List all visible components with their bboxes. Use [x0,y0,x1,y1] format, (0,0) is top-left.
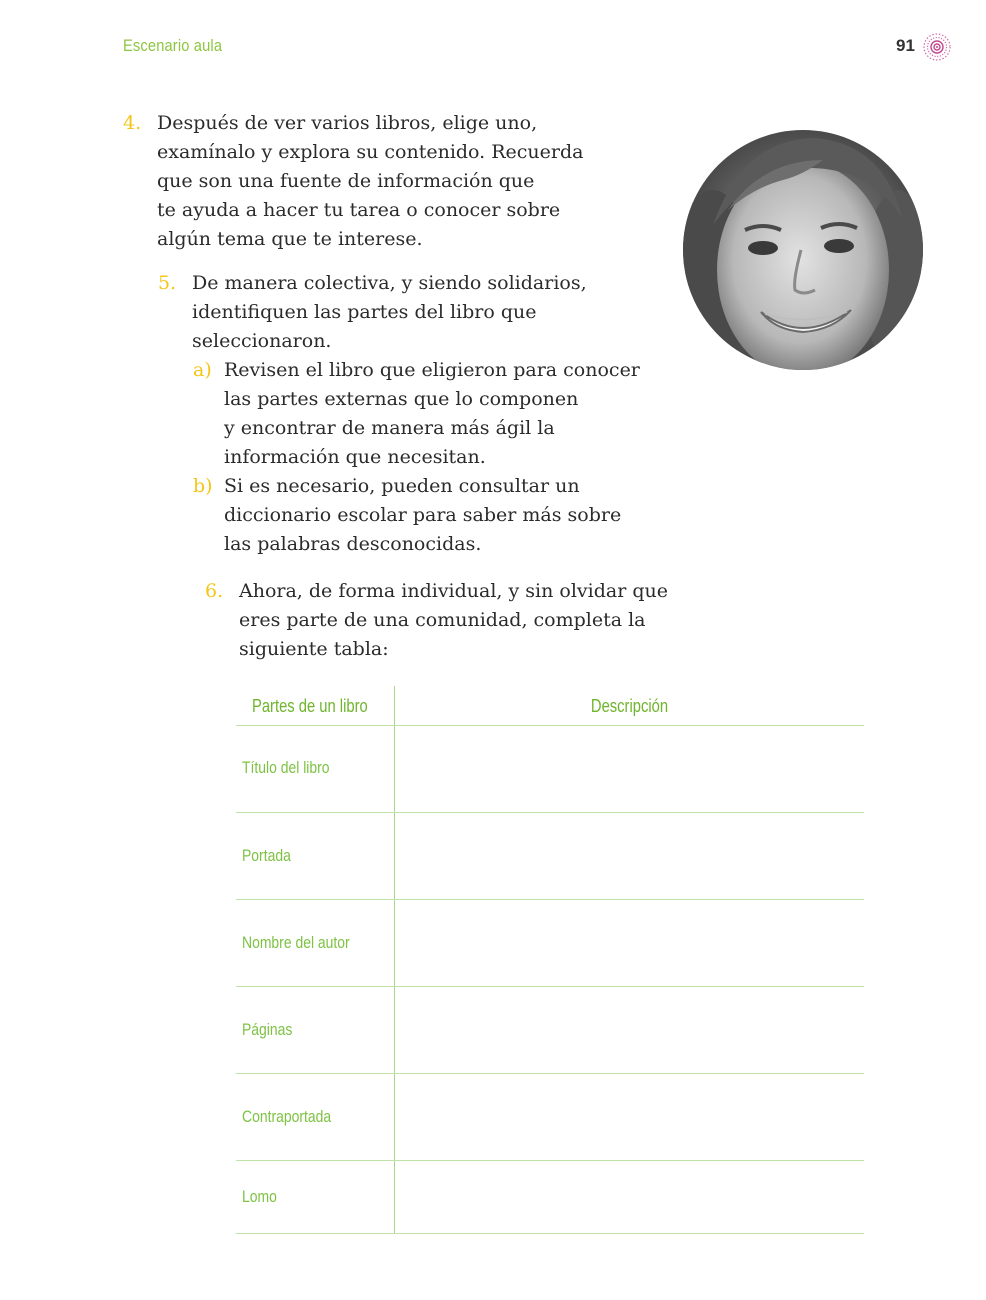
text-line: las partes externas que lo componen [224,388,579,410]
text-line: información que necesitan. [224,446,486,468]
text-line: Si es necesario, pueden consultar un [224,475,580,497]
text-line: que son una fuente de información que [157,170,535,192]
row-label-portada: Portada [242,846,291,865]
text-line: diccionario escolar para saber más sobre [224,504,622,526]
text-line: y encontrar de manera más ágil la [224,417,555,439]
text-line: las palabras desconocidas. [224,533,482,555]
text-line: eres parte de una comunidad, completa la [239,609,646,631]
table-header-parts: Partes de un libro [252,696,368,716]
row-divider [236,812,864,813]
sub-item-letter: a) [193,359,212,381]
page-number: 91 [896,36,915,55]
column-divider [394,686,395,1234]
row-divider [236,1233,864,1234]
activity-6 [205,577,695,664]
activity-5 [158,269,658,356]
text-line: Ahora, de forma individual, y sin olvidar que [239,580,668,602]
text-line: identifiquen las partes del libro que [192,301,537,323]
activity-number: 6. [205,580,224,602]
text-line: Después de ver varios libros, elige uno, [157,112,538,134]
activity-4 [123,109,643,254]
book-parts-table [236,686,864,1234]
text-line: examínalo y explora su contenido. Recuerda [157,141,584,163]
sub-item-letter: b) [193,475,213,497]
row-divider [236,725,864,726]
text-line: te ayuda a hacer tu tarea o conocer sobre [157,199,561,221]
child-portrait-photo [683,130,923,370]
activity-number: 4. [123,112,142,134]
row-label-lomo: Lomo [242,1187,277,1206]
table-header-description: Descripción [590,696,669,716]
text-line: algún tema que te interese. [157,228,423,250]
row-label-titulo: Título del libro [242,758,330,777]
section-title: Escenario aula [123,36,223,55]
row-label-paginas: Páginas [242,1020,293,1039]
row-divider [236,899,864,900]
row-label-autor: Nombre del autor [242,933,350,952]
text-line: De manera colectiva, y siendo solidarios, [192,272,587,294]
row-divider [236,1073,864,1074]
concentric-circle-ornament-icon [922,32,952,62]
activity-5a [193,356,663,472]
activity-5b [193,472,663,559]
row-label-contraportada: Contraportada [242,1107,332,1126]
text-line: seleccionaron. [192,330,332,352]
text-line: Revisen el libro que eligieron para conocer [224,359,640,381]
row-divider [236,1160,864,1161]
row-divider [236,986,864,987]
text-line: siguiente tabla: [239,638,389,660]
activity-number: 5. [158,272,177,294]
